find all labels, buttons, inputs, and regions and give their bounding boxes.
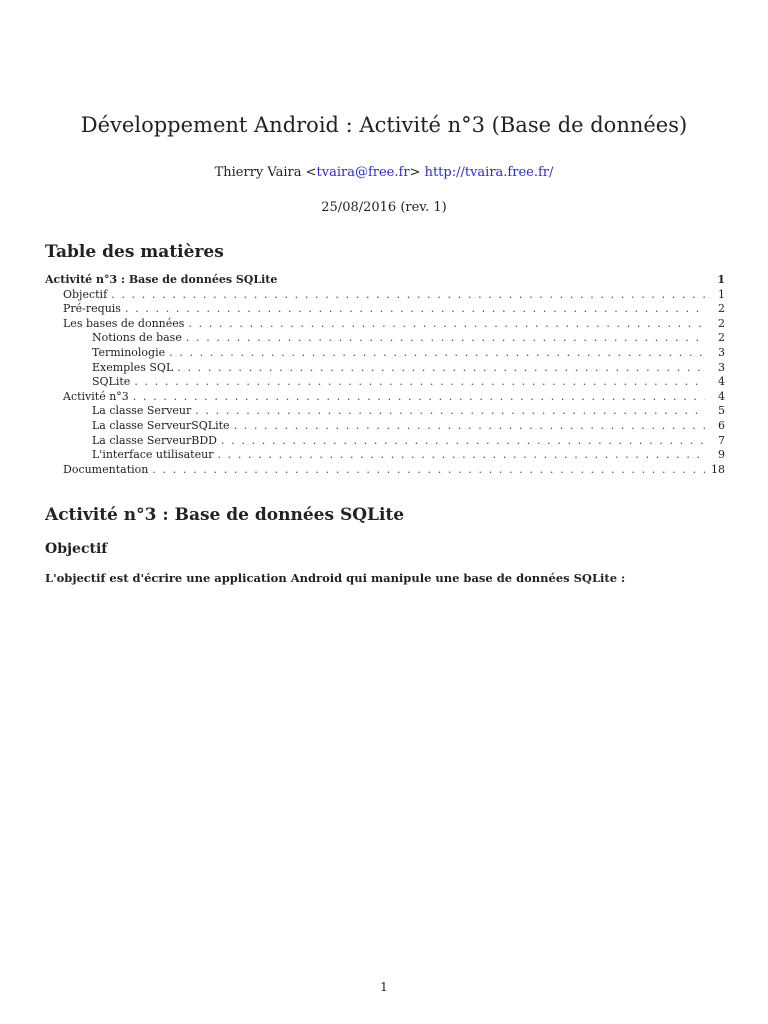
toc-entry-page: 2 bbox=[718, 316, 725, 330]
toc-entry-page: 9 bbox=[718, 448, 725, 462]
email-link[interactable]: tvaira@free.fr bbox=[316, 165, 410, 180]
toc-entry-classe-serveur[interactable] bbox=[45, 404, 725, 419]
toc-entry-pre-requis[interactable] bbox=[45, 302, 725, 317]
toc-leader bbox=[125, 302, 705, 317]
objective-paragraph: L'objectif est d'écrire une application Android qui manipule une base de données SQLite : bbox=[45, 571, 626, 585]
section-heading: Activité n°3 : Base de données SQLite bbox=[45, 505, 405, 525]
toc-entry-activite-3[interactable] bbox=[45, 273, 725, 288]
toc-entry-label: L'interface utilisateur bbox=[92, 448, 214, 462]
toc-entry-terminologie[interactable] bbox=[45, 346, 725, 361]
toc-entry-page: 4 bbox=[718, 389, 725, 403]
toc-leader bbox=[133, 390, 705, 405]
email-close-bracket: > bbox=[409, 165, 421, 180]
toc-entry-label: Pré-requis bbox=[63, 302, 121, 316]
toc-leader bbox=[221, 434, 705, 449]
toc-entry-label: Objectif bbox=[63, 287, 108, 301]
toc-entry-documentation[interactable] bbox=[45, 463, 725, 478]
page-number: 1 bbox=[380, 980, 388, 994]
toc-entry-label: Activité n°3 bbox=[63, 389, 129, 403]
website-link[interactable]: http://tvaira.free.fr/ bbox=[424, 165, 554, 180]
toc-entry-label: Activité n°3 : Base de données SQLite bbox=[45, 273, 278, 286]
toc-entry-label: Exemples SQL bbox=[92, 360, 174, 374]
toc-leader bbox=[234, 419, 705, 434]
toc-heading: Table des matières bbox=[45, 242, 224, 262]
toc-leader bbox=[188, 317, 705, 332]
author-name: Thierry Vaira bbox=[214, 165, 302, 180]
subsection-heading: Objectif bbox=[45, 541, 108, 557]
toc-entry-label: Documentation bbox=[63, 462, 149, 476]
toc-entry-label: Les bases de données bbox=[63, 316, 185, 330]
toc-entry-page: 18 bbox=[711, 462, 725, 476]
toc-leader bbox=[134, 375, 705, 390]
toc-entry-page: 2 bbox=[718, 331, 725, 345]
toc-entry-label: La classe ServeurSQLite bbox=[92, 418, 230, 432]
toc-entry-objectif[interactable] bbox=[45, 288, 725, 303]
document-title: Développement Android : Activité n°3 (Base de données) bbox=[80, 113, 688, 137]
toc-entry-page: 7 bbox=[718, 433, 725, 447]
table-of-contents bbox=[45, 273, 725, 477]
document-date: 25/08/2016 (rev. 1) bbox=[321, 200, 447, 215]
toc-entry-notions-de-base[interactable] bbox=[45, 331, 725, 346]
toc-entry-page: 6 bbox=[718, 418, 725, 432]
toc-entry-bases-de-donnees[interactable] bbox=[45, 317, 725, 332]
toc-entry-interface-utilisateur[interactable] bbox=[45, 448, 725, 463]
toc-leader bbox=[111, 288, 705, 303]
toc-leader bbox=[186, 331, 705, 346]
toc-entry-label: SQLite bbox=[92, 375, 131, 389]
toc-entry-classe-serveurbdd[interactable] bbox=[45, 434, 725, 449]
toc-leader bbox=[217, 448, 705, 463]
toc-entry-page: 2 bbox=[718, 302, 725, 316]
toc-entry-exemples-sql[interactable] bbox=[45, 361, 725, 376]
toc-entry-page: 3 bbox=[718, 360, 725, 374]
toc-leader bbox=[195, 404, 705, 419]
toc-entry-page: 3 bbox=[718, 345, 725, 359]
toc-entry-label: Terminologie bbox=[92, 345, 166, 359]
toc-entry-page: 1 bbox=[718, 287, 725, 301]
toc-leader bbox=[169, 346, 705, 361]
toc-leader bbox=[152, 463, 705, 478]
toc-entry-activite-n3[interactable] bbox=[45, 390, 725, 405]
toc-leader bbox=[177, 361, 705, 376]
email-open-bracket: < bbox=[305, 165, 317, 180]
toc-entry-classe-serveursqlite[interactable] bbox=[45, 419, 725, 434]
toc-entry-label: La classe Serveur bbox=[92, 404, 192, 418]
toc-entry-sqlite[interactable] bbox=[45, 375, 725, 390]
toc-entry-page: 5 bbox=[718, 404, 725, 418]
toc-entry-page: 1 bbox=[717, 273, 725, 286]
toc-entry-page: 4 bbox=[718, 375, 725, 389]
toc-entry-label: Notions de base bbox=[92, 331, 182, 345]
toc-entry-label: La classe ServeurBDD bbox=[92, 433, 217, 447]
author-line bbox=[0, 164, 768, 182]
